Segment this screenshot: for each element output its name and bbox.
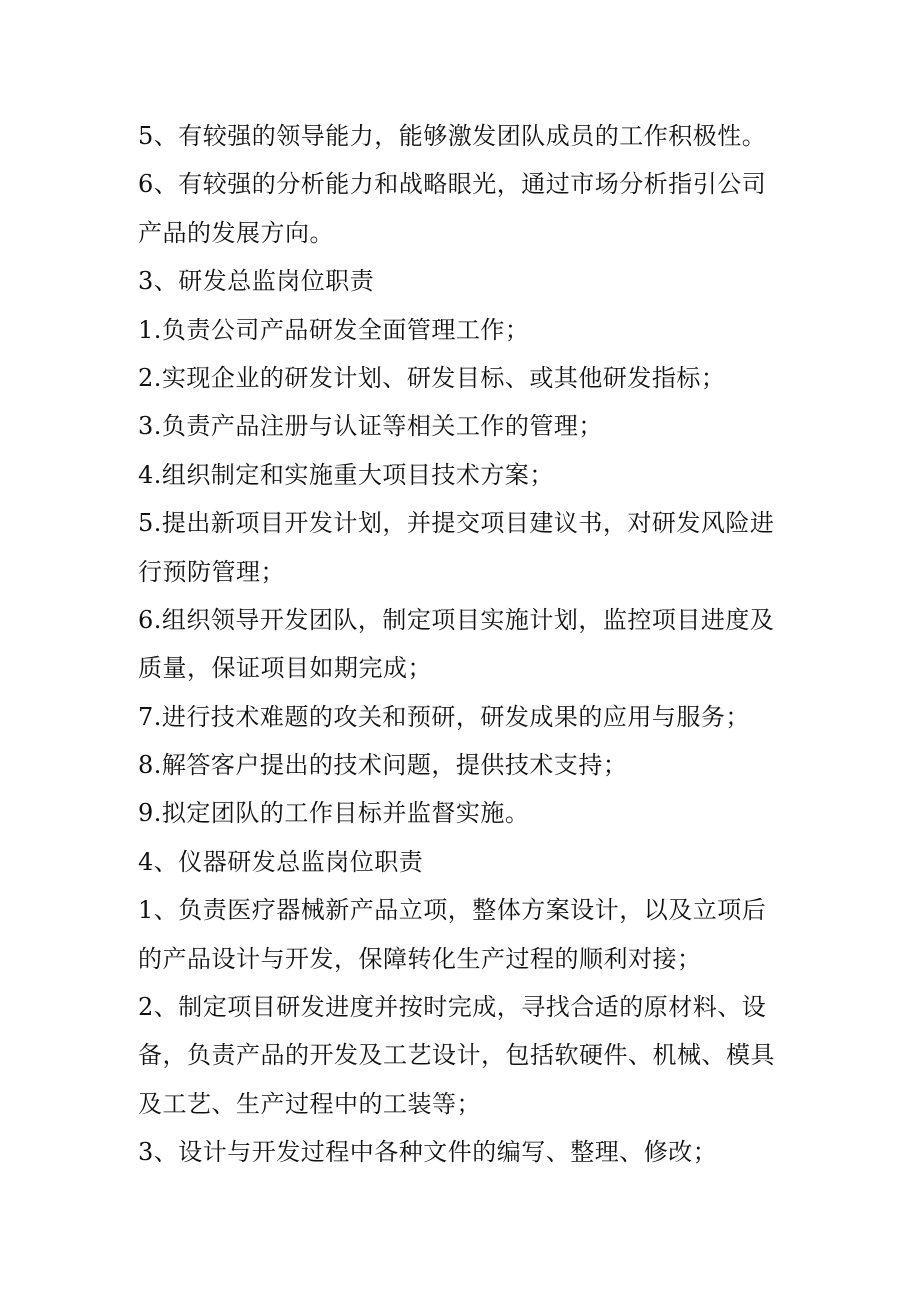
- text-line: 2.实现企业的研发计划、研发目标、或其他研发指标；: [138, 363, 726, 392]
- text-line: 5.提出新项目开发计划，并提交项目建议书，对研发风险进: [138, 509, 775, 538]
- text-line: 行预防管理；: [138, 557, 285, 586]
- text-line: 6、有较强的分析能力和战略眼光，通过市场分析指引公司: [138, 170, 767, 199]
- document-body: [138, 112, 788, 1177]
- text-line: 1.负责公司产品研发全面管理工作；: [138, 315, 530, 344]
- text-line: 及工艺、生产过程中的工装等；: [138, 1089, 481, 1118]
- text-line: 备，负责产品的开发及工艺设计，包括软硬件、机械、模具: [138, 1041, 775, 1070]
- text-line: 6.组织领导开发团队，制定项目实施计划，监控项目进度及: [138, 605, 775, 634]
- text-line: 5、有较强的领导能力，能够激发团队成员的工作积极性。: [138, 122, 767, 150]
- text-line: 4.组织制定和实施重大项目技术方案；: [138, 460, 554, 489]
- text-line: 1、负责医疗器械新产品立项，整体方案设计，以及立项后: [138, 896, 767, 925]
- text-line: 8.解答客户提出的技术问题，提供技术支持；: [138, 751, 628, 780]
- text-line: 3、设计与开发过程中各种文件的编写、整理、修改；: [138, 1138, 718, 1167]
- text-line: 产品的发展方向。: [138, 218, 334, 247]
- text-line: 7.进行技术难题的攻关和预研，研发成果的应用与服务；: [138, 702, 750, 731]
- text-line: 2、制定项目研发进度并按时完成，寻找合适的原材料、设: [138, 993, 767, 1022]
- section-heading: 3、研发总监岗位职责: [138, 267, 375, 296]
- text-line: 9.拟定团队的工作目标并监督实施。: [138, 799, 530, 828]
- text-line: 的产品设计与开发，保障转化生产过程的顺利对接；: [138, 944, 702, 973]
- text-line: 3.负责产品注册与认证等相关工作的管理；: [138, 412, 603, 441]
- text-line: 质量，保证项目如期完成；: [138, 654, 432, 683]
- section-heading: 4、仪器研发总监岗位职责: [138, 847, 424, 876]
